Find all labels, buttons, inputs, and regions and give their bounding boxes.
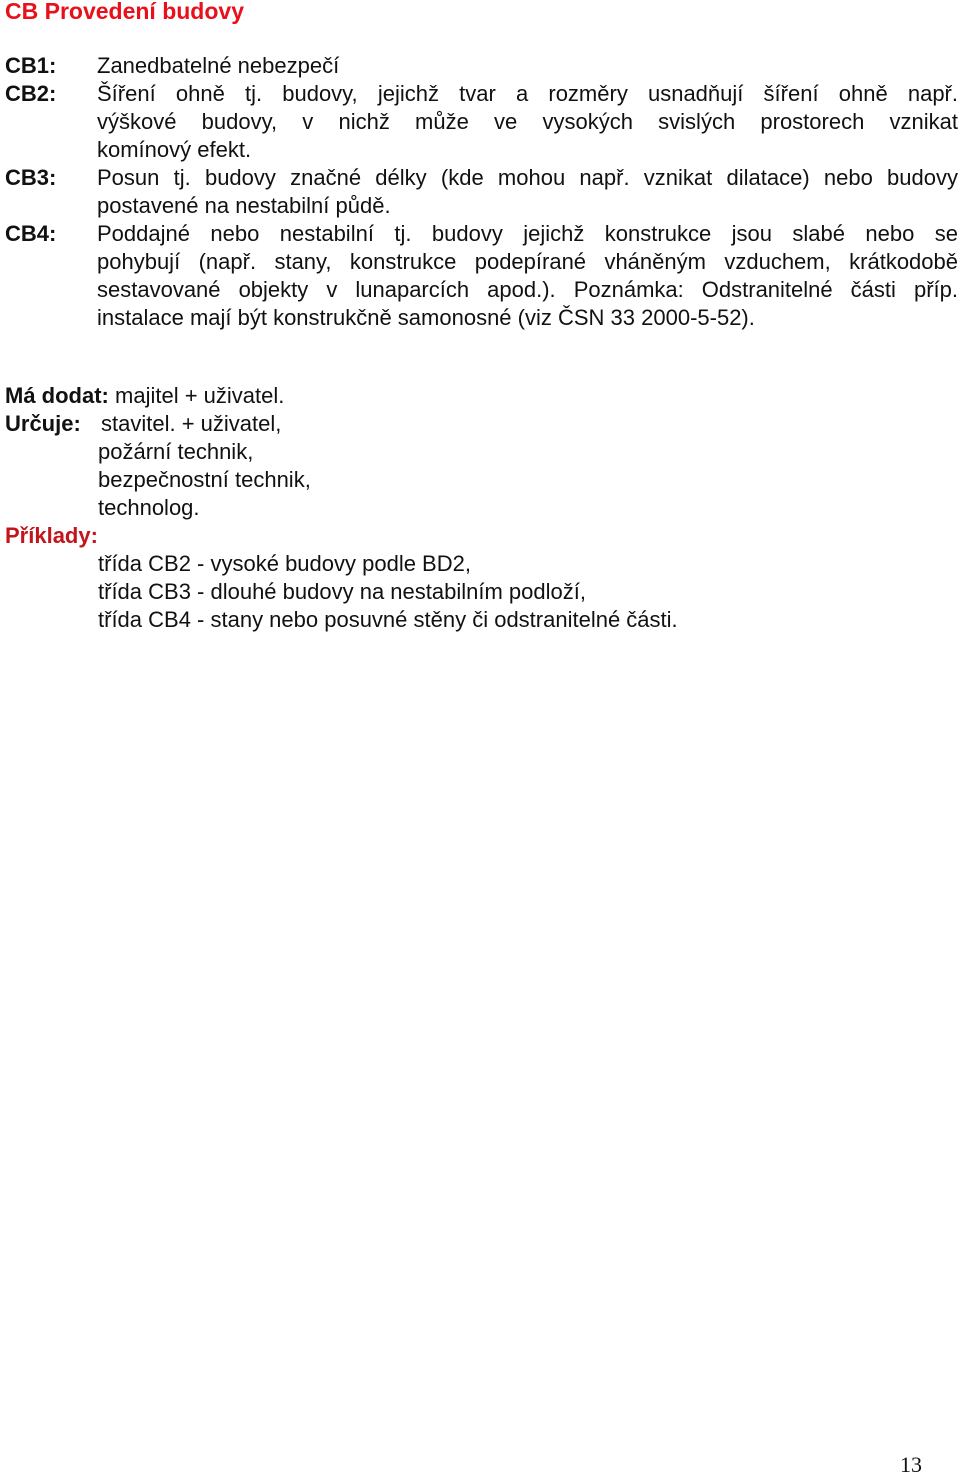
description-line: výškové budovy, v nichž může ve vysokých svislých prostorech vznikat <box>97 109 958 134</box>
class-item-cb4 <box>5 220 958 332</box>
class-description <box>97 220 958 332</box>
class-code: CB1: <box>5 53 57 78</box>
description-line: komínový efekt. <box>97 137 252 162</box>
description-line: Šíření ohně tj. budovy, jejichž tvar a rozměry usnadňují šíření ohně např. <box>97 81 958 106</box>
description-line: Posun tj. budovy značné délky (kde mohou např. vznikat dilatace) nebo budovy <box>97 165 958 190</box>
page-number: 13 <box>900 1452 922 1477</box>
class-list <box>5 52 958 332</box>
supply-row <box>5 382 905 410</box>
description-line: Zanedbatelné nebezpečí <box>97 53 340 78</box>
determines-value: stavitel. + uživatel, <box>101 411 282 436</box>
examples-row <box>5 522 905 550</box>
class-code: CB2: <box>5 81 57 106</box>
class-description <box>97 52 958 80</box>
class-code: CB3: <box>5 165 57 190</box>
supply-value: majitel + uživatel. <box>108 383 285 408</box>
determines-item: požární technik, <box>98 439 254 464</box>
example-item: třída CB2 - vysoké budovy podle BD2, <box>98 551 471 576</box>
class-item-cb1 <box>5 52 958 80</box>
description-line: sestavované objekty v lunaparcích apod.). Poznámka: Odstranitelné části příp. <box>97 277 958 302</box>
description-line: Poddajné nebo nestabilní tj. budovy jejichž konstrukce jsou slabé nebo se <box>97 221 958 246</box>
description-line: instalace mají být konstrukčně samonosné (viz ČSN 33 2000-5-52). <box>97 305 755 330</box>
examples-label: Příklady: <box>5 523 98 548</box>
class-code: CB4: <box>5 221 57 246</box>
responsibility-section <box>5 382 905 634</box>
description-line: postavené na nestabilní půdě. <box>97 193 391 218</box>
section-title: CB Provedení budovy <box>5 0 244 24</box>
class-description <box>97 80 958 164</box>
example-item: třída CB4 - stany nebo posuvné stěny či odstranitelné části. <box>98 607 678 632</box>
determines-label: Určuje: <box>5 411 81 436</box>
description-line: pohybují (např. stany, konstrukce podepírané vháněným vzduchem, krátkodobě <box>97 249 958 274</box>
example-item: třída CB3 - dlouhé budovy na nestabilním podloží, <box>98 579 586 604</box>
determines-item: technolog. <box>98 495 200 520</box>
supply-label: Má dodat: <box>5 383 109 408</box>
class-item-cb3 <box>5 164 958 220</box>
class-item-cb2 <box>5 80 958 164</box>
determines-item: bezpečnostní technik, <box>98 467 311 492</box>
determines-row <box>5 410 905 438</box>
class-description <box>97 164 958 220</box>
